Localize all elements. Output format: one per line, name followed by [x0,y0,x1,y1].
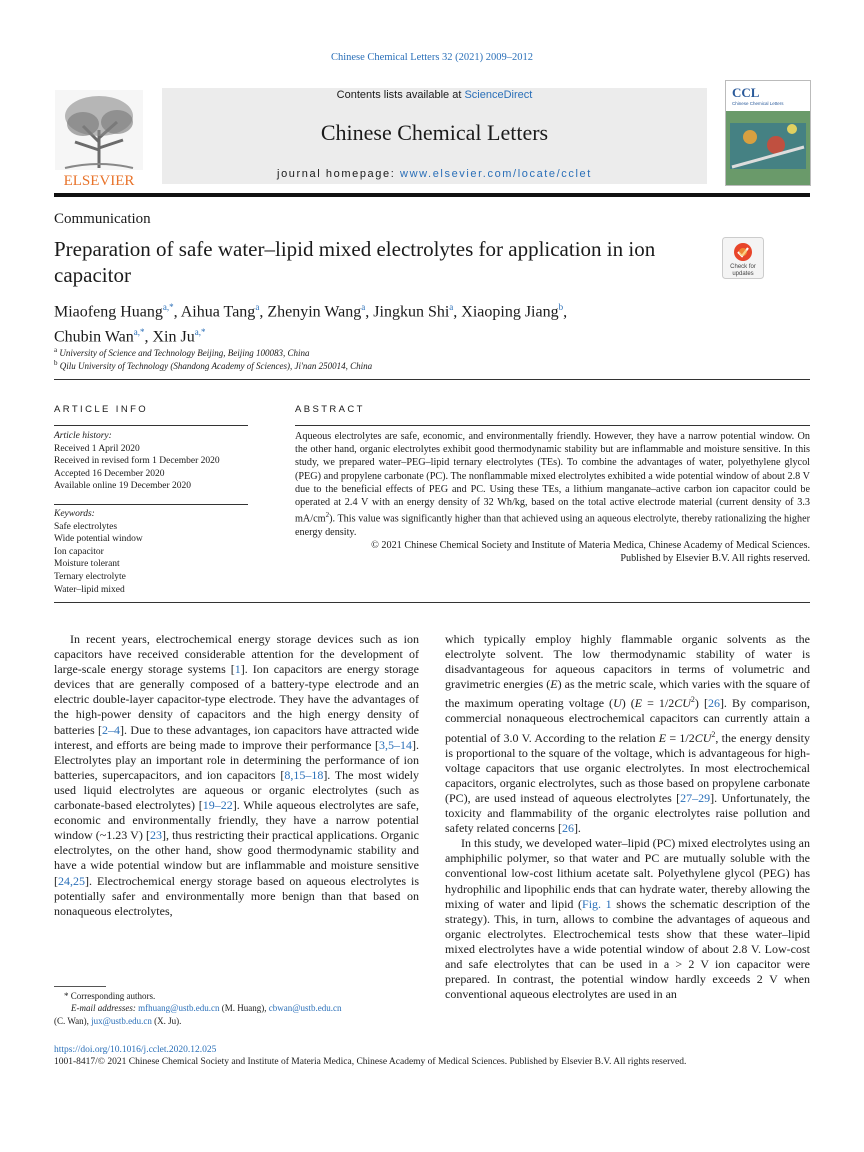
author-affiliation-mark[interactable]: a,* [162,302,174,312]
abstract-rule [295,425,810,426]
keyword: Water–lipid mixed [54,584,125,595]
author-affiliation-mark[interactable]: b [558,302,564,312]
cover-title: CCL [732,85,760,100]
history-accepted: Accepted 16 December 2020 [54,468,165,479]
author-name: Aihua Tang [180,303,256,321]
keyword: Ion capacitor [54,546,104,557]
article-history [54,430,248,493]
check-for-updates-badge[interactable] [722,237,764,279]
sciencedirect-link[interactable]: ScienceDirect [464,89,533,101]
abstract-copyright-2: Published by Elsevier B.V. All rights reserved. [620,553,810,565]
doi-link[interactable]: https://doi.org/10.1016/j.cclet.2020.12.025 [54,1045,217,1055]
keyword: Moisture tolerant [54,559,120,570]
author-name: Xin Ju [152,328,195,346]
author-name: Jingkun Shi [373,303,450,321]
author-name: Xiaoping Jiang [461,303,559,321]
contents-line: Contents lists available at ScienceDirect [336,89,533,101]
body-column-right [445,632,810,1002]
article-type: Communication [54,211,151,227]
body-paragraph: In this study, we developed water–lipid (PC) mixed electrolytes using an amphiphilic polymer, so that water and PC are mutually soluble with the conventional low-cost lithium acetate salt. Polyethylene glycol (PEG) has hydrophilic and lipophilic ends that can hydrate water, thereby allowing the mixing of water and lipid (Fig. 1 shows the schematic description of the strategy). This, in turn, allows to combine the advantages of aqueous and organic electrolytes. Electrochemical tests show that these water–lipid mixed electrolytes have a wide potential window of about 2.8 V. Low-cost and safe electrolytes that can be used in a > 2 V ion capacitor were prepared. In contrast, the potential window hardly exceeds 2 V when conventional aqueous electrolytes are used in an [445,836,810,1002]
reference-link[interactable]: 26 [707,696,720,711]
homepage-link[interactable]: www.elsevier.com/locate/cclet [400,168,592,180]
reference-link[interactable]: 27–29 [680,790,711,805]
reference-link[interactable]: 19–22 [202,798,233,813]
author-name: Zhenyin Wang [267,303,362,321]
email-link[interactable]: mfhuang@ustb.edu.cn [138,1003,220,1014]
footnote-rule [54,986,106,987]
affiliation-a: $^a$ University of Science and Technology Beijing, Beijing 100083, China [54,346,310,358]
author-list: Miaofeng Huang$^{a,*}$, Aihua Tang$^a$, Zhenyin Wang$^a$, Jingkun Shi$^a$, Xiaoping Jiang$^b$, Chubin Wan$^{a,*}$, Xin $Ju^{a,*}$ [54,302,568,346]
email-link[interactable]: jux@ustb.edu.cn [91,1015,152,1026]
body-paragraph: In recent years, electrochemical energy storage devices such as ion capacitors have received considerable attention for the development of large-scale energy storage systems [1]. Ion capacitors are energy storage devices that are generally composed of a battery-type electrode and an electric double-layer capacitor-type electrode. They have the advantages of the high-power density of capacitors and the high energy density of batteries [2–4]. Due to these advantages, ion capacitors have attracted wide interest, and efforts are being made to improve their performance [3,5–14]. Electrolytes play an important role in determining the performance of ion batteries, supercapacitors, and ion capacitors [8,15–18]. The most widely used liquid electrolytes are aqueous or organic electrolytes (such as carbonate-based electrolytes) [19–22]. While aqueous electrolytes are safe, economic and environmentally friendly, they have a narrow potential window (~1.23 V) [23], thus restricting their practical applications. Organic electrolytes, on the other hand, show good thermodynamic stability and have a wide potential window but are inflammable and moisture sensitive [24,25]. Electrochemical energy storage based on aqueous electrolytes is potentially safer and environmentally more benign than that based on nonaqueous electrolytes, [54,632,420,918]
elsevier-logo [55,90,143,188]
reference-link[interactable]: 26 [561,821,574,836]
abstract-body: Aqueous electrolytes are safe, economic, and environmentally friendly. However, they have a narrow potential window. On the other hand, organic electrolytes exhibit good thermodynamic stability but are inflammable and moisture sensitive. In this study, we prepared water–PEG–lipid ternary electrolytes (TEs). To combine the advantages of water, polyethylene glycol (PEG) and propylene carbonate (PC). The nonflammable mixed electrolytes exhibited a wide potential window of about 2.8 V due to the beneficial effects of PEG and PC. Using these TEs, a lithium manganate–active carbon ion capacitor could be operated at 2.4 V with an energy density of 32 Wh/kg, based on the total active electrode material (current density of 3.3 $mA/cm^2$). This value was significantly higher than that achieved using an aqueous electrolyte, thereby rationalizing the higher energy density. © 2021 Chinese Chemical Society and Institute of Materia Medica, Chinese Academy of Medical Sciences. Published by Elsevier B.V. All rights reserved. [295,431,810,565]
header-divider [54,193,810,197]
history-revised: Received in revised form 1 December 2020 [54,456,220,467]
author-name: Chubin Wan [54,328,134,346]
author-affiliation-mark[interactable]: a,* [133,327,145,338]
author-name: Miaofeng Huang [54,303,163,321]
journal-cover-image [725,80,811,186]
journal-title: Chinese Chemical Letters [320,120,549,145]
reference-link[interactable]: 23 [149,828,162,843]
history-online: Available online 19 December 2020 [54,481,191,492]
history-label: Article history: [54,431,112,441]
author-affiliation-mark[interactable]: a [361,302,366,312]
author-affiliation-mark[interactable]: a [449,302,454,312]
keyword: Safe electrolytes [54,521,118,532]
author-affiliation-mark[interactable]: a,* [194,327,206,338]
reference-link[interactable]: 2–4 [102,722,121,737]
crossmark-text-1: Check for [730,264,756,270]
cover-subtitle: Chinese Chemical Letters [732,101,784,106]
article-title: Preparation of safe water–lipid mixed electrolytes for application in ion capacitor [54,237,656,287]
reference-link[interactable]: 24,25 [58,873,85,888]
article-info-rule [54,425,248,426]
corresponding-footnote: * Corresponding authors. E-mail addresses: mfhuang@ustb.edu.cn (M. Huang), cbwan@ustb.edu.cn (C. Wan), jux@ustb.edu.cn (X. Ju). [54,991,342,1026]
keywords-label: Keywords: [54,509,95,519]
affiliation-b: $^b$ Qilu University of Technology (Shandong Academy of Sciences), Ji'nan 250014, China [54,359,373,371]
author-affiliation-mark[interactable]: a [255,302,260,312]
reference-link[interactable]: 3,5–14 [379,737,412,752]
abstract-copyright-1: © 2021 Chinese Chemical Society and Institute of Materia Medica, Chinese Academy of Medical Sciences. [371,540,810,552]
journal-citation[interactable]: Chinese Chemical Letters 32 (2021) 2009–2012 [330,52,534,63]
email-link[interactable]: cbwan@ustb.edu.cn [268,1003,342,1014]
body-column-left [54,632,419,919]
reference-link[interactable]: 8,15–18 [284,767,324,782]
history-received: Received 1 April 2020 [54,443,140,454]
article-info-heading: ARTICLE INFO [54,404,149,415]
reference-link[interactable]: Fig. 1 [582,896,612,911]
affiliation-divider [54,379,810,380]
reference-link[interactable]: 1 [234,662,241,677]
issn-copyright: 1001-8417/© 2021 Chinese Chemical Society and Institute of Materia Medica, Chinese Academy of Medical Sciences. Published by Elsevier B.V. All rights reserved. [54,1057,687,1067]
abstract-divider [54,602,810,603]
abstract-heading: ABSTRACT [295,404,365,415]
crossmark-text-2: updates [732,271,754,277]
publisher-name: ELSEVIER [63,173,135,188]
keywords-list [54,508,248,596]
journal-homepage: journal homepage: www.elsevier.com/locate/cclet [277,168,592,180]
body-paragraph: which typically employ highly flammable organic solvents as the electrolyte solvent. The low thermodynamic stability of water is disadvantageous for aqueous capacitors in terms of volumetric and gravimetric energies (E) as the metric scale, which varies with the square of the maximum operating voltage (U) $(E = 1/2CU^2)$ [26]. By comparison, commercial nonaqueous electrochemical capacitors can currently attain a potential of 3.0 V. According to the relation $E = 1/2CU^2$, the energy density is proportional to the square of the voltage, which is advantageous for high-voltage capacitors that use organic electrolytes. In most electrochemical capacitors, organic electrolytes, such as those based on propylene carbonate (PC), are used instead of aqueous electrolytes [27–29]. Unfortunately, the toxicity and flammability of the organic electrolytes raise pollution and safety related concerns [26]. [445,632,810,836]
keywords-rule [54,504,248,505]
keyword: Wide potential window [54,534,143,545]
keyword: Ternary electrolyte [54,571,126,582]
